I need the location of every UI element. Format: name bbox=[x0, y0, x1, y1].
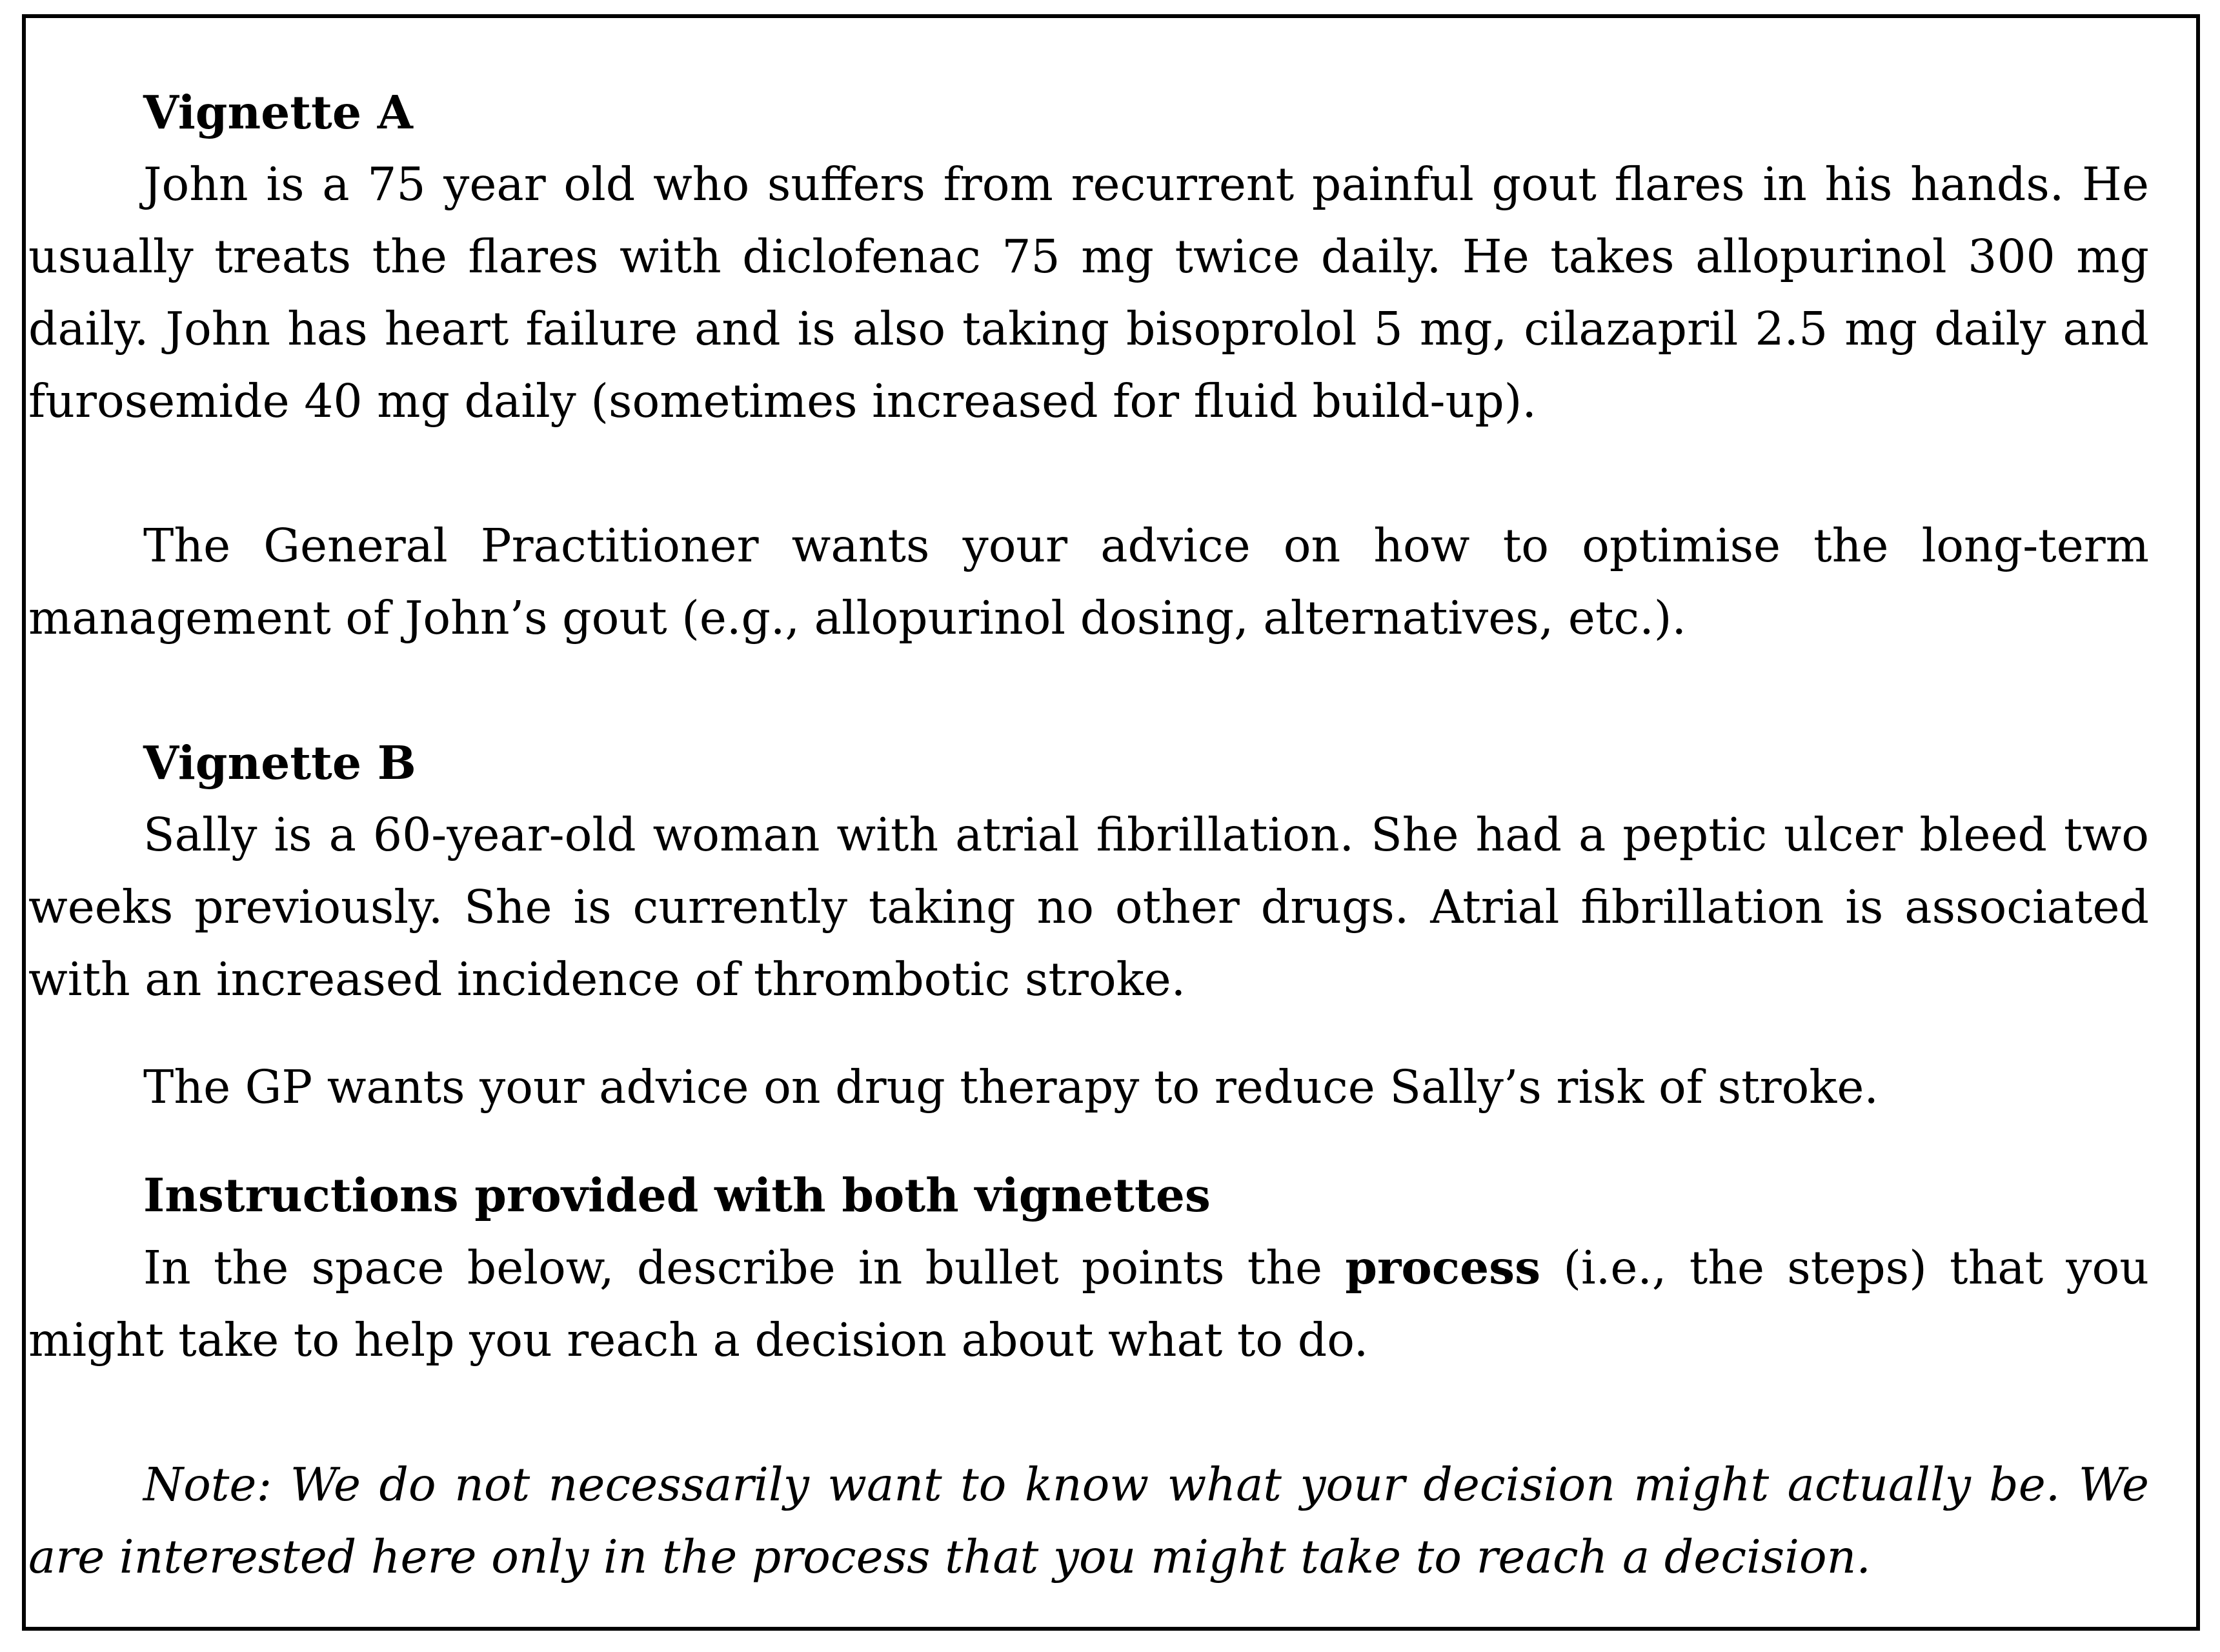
note-text: Note: We do not necessarily want to know what your decision might actually be. We are interested here only in the process that you might take to reach a decision. bbox=[28, 1458, 2149, 1584]
vignette-b-request-text: The GP wants your advice on drug therapy to reduce Sally’s risk of stroke. bbox=[143, 1060, 1879, 1114]
document-body bbox=[28, 76, 2149, 1593]
spacer bbox=[28, 1016, 2149, 1051]
spacer bbox=[28, 1376, 2149, 1449]
instructions-text-before: In the space below, describe in bullet points the bbox=[143, 1241, 1346, 1294]
vignette-a-heading: Vignette A bbox=[143, 85, 413, 139]
vignette-b-case-text: Sally is a 60-year-old woman with atrial fibrillation. She had a peptic ulcer bleed two weeks previously. She is currently taking no other drugs. Atrial fibrillation is associated with an increased incidence of thrombotic stroke. bbox=[28, 808, 2149, 1006]
spacer bbox=[28, 438, 2149, 510]
spacer bbox=[28, 654, 2149, 727]
instructions-text bbox=[28, 1231, 2149, 1376]
instructions-text-bold: process bbox=[1345, 1240, 1541, 1294]
vignette-a-request-text: The General Practitioner wants your advice on how to optimise the long-term management of John’s gout (e.g., allopurinol dosing, alternatives, etc.). bbox=[28, 519, 2149, 645]
instructions-text-after: (i.e., the steps) that you might take to help you reach a decision about what to do. bbox=[28, 1241, 2149, 1367]
vignette-a-case-text: John is a 75 year old who suffers from recurrent painful gout flares in his hands. He usually treats the flares with diclofenac 75 mg twice daily. He takes allopurinol 300 mg daily. John has heart failure and is also taking bisoprolol 5 mg, cilazapril 2.5 mg daily and furosemide 40 mg daily (sometimes increased for fluid build-up). bbox=[28, 157, 2149, 428]
instructions-heading: Instructions provided with both vignettes bbox=[143, 1168, 1211, 1222]
spacer bbox=[28, 1123, 2149, 1159]
vignette-b-heading: Vignette B bbox=[143, 736, 416, 790]
